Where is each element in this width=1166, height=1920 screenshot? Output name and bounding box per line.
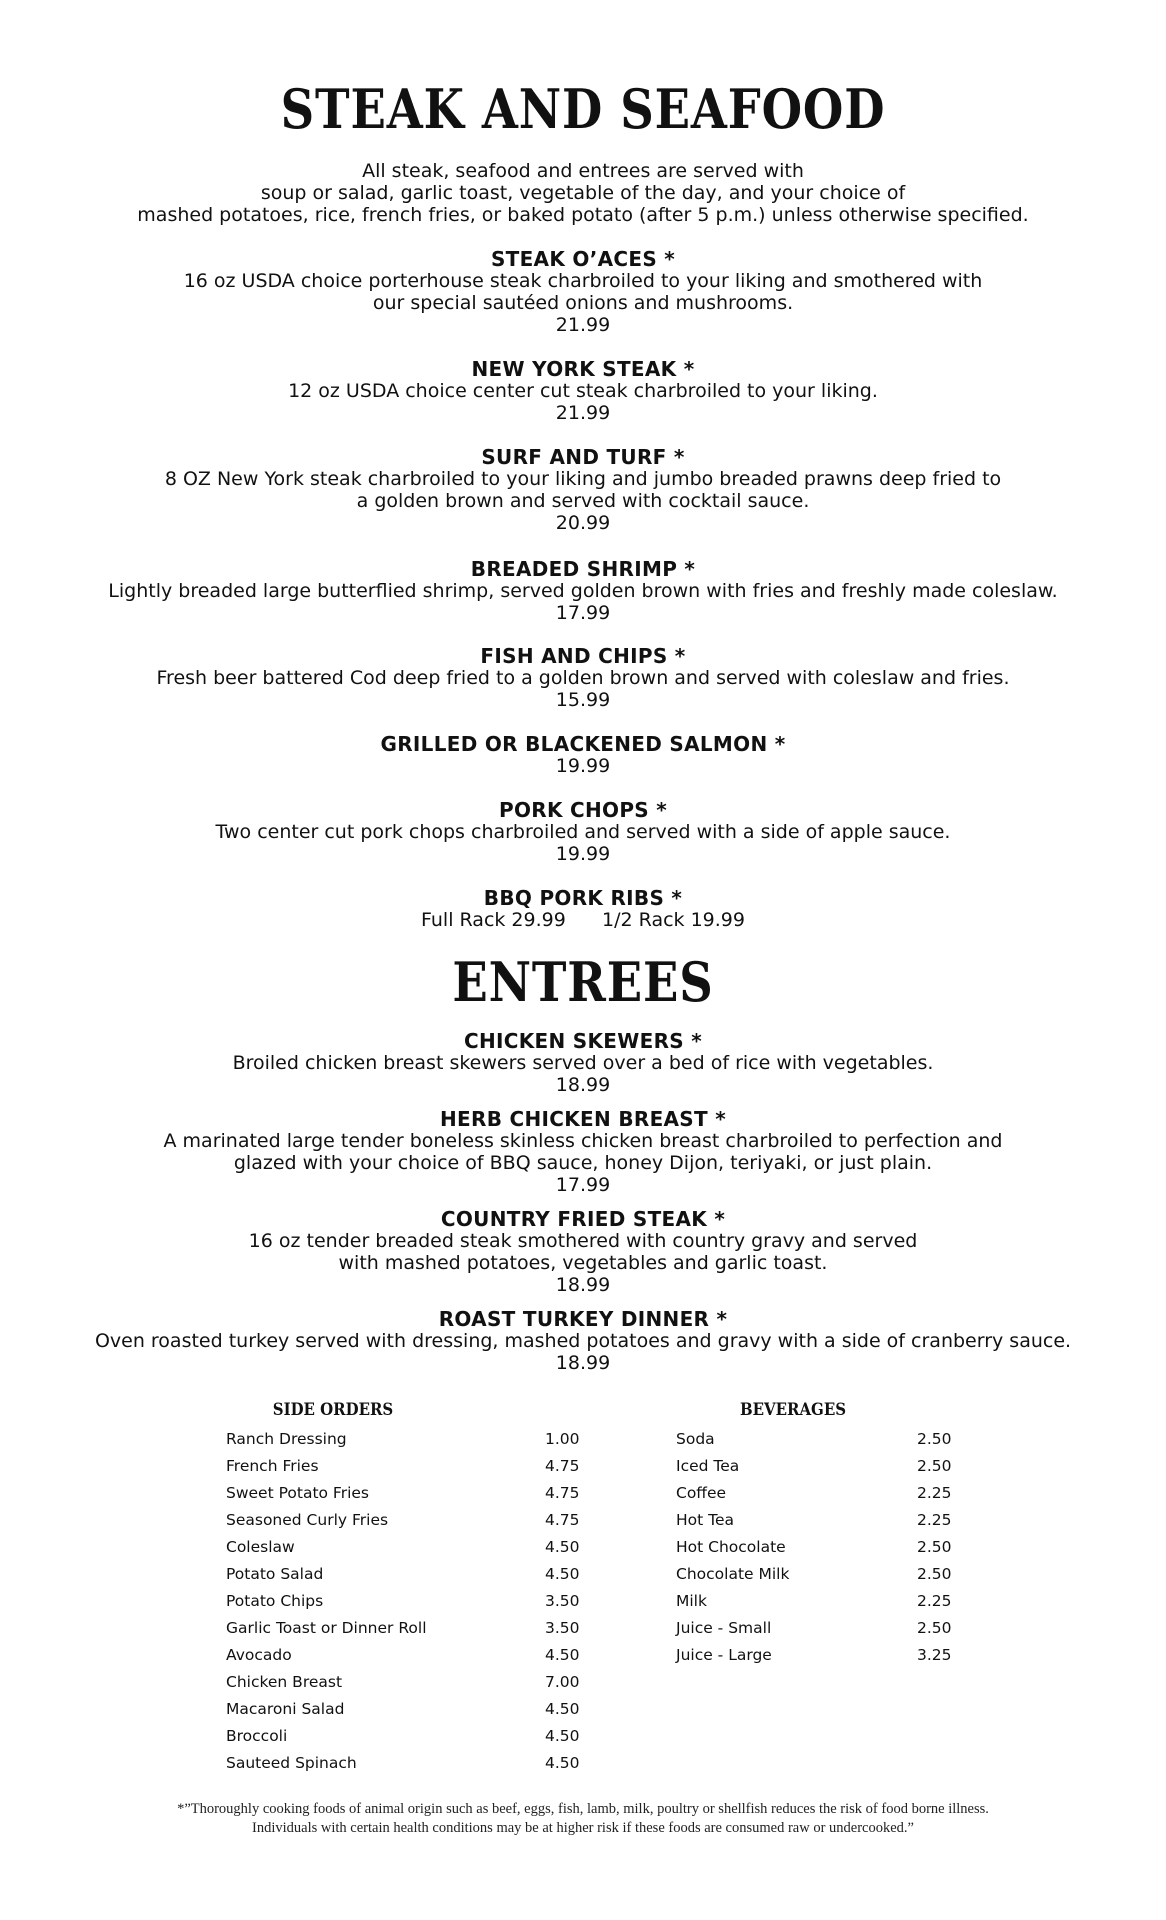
- row-label: Soda: [676, 1430, 715, 1448]
- row-label: Juice - Small: [676, 1619, 772, 1637]
- price-list-row: [226, 1723, 580, 1750]
- item-price: 18.99: [555, 1274, 611, 1296]
- item-desc: 12 oz USDA choice center cut steak charbroiled to your liking.: [288, 380, 878, 402]
- row-price: 4.50: [545, 1754, 580, 1772]
- price-list-row: [676, 1507, 976, 1534]
- row-label: Garlic Toast or Dinner Roll: [226, 1619, 427, 1637]
- menu-item-surf-and-turf: [0, 446, 1166, 534]
- item-name: SURF AND TURF *: [481, 445, 685, 469]
- row-price: 1.00: [545, 1430, 580, 1448]
- beverages-heading: BEVERAGES: [739, 1400, 847, 1420]
- item-desc: Broiled chicken breast skewers served over a bed of rice with vegetables.: [232, 1052, 934, 1074]
- steak-seafood-heading: STEAK AND SEAFOOD: [280, 77, 886, 141]
- row-price: 4.50: [545, 1538, 580, 1556]
- item-desc: A marinated large tender boneless skinless chicken breast charbroiled to perfection and: [163, 1130, 1003, 1152]
- row-price: 2.50: [917, 1619, 952, 1637]
- row-label: Iced Tea: [676, 1457, 740, 1475]
- item-name: BBQ PORK RIBS *: [483, 886, 683, 910]
- row-price: 4.50: [545, 1727, 580, 1745]
- menu-item-fish-and-chips: [0, 645, 1166, 711]
- item-name: HERB CHICKEN BREAST *: [440, 1107, 726, 1131]
- item-desc: a golden brown and served with cocktail sauce.: [356, 490, 810, 512]
- intro-line: mashed potatoes, rice, french fries, or baked potato (after 5 p.m.) unless otherwise specified.: [137, 204, 1029, 226]
- price-list-row: [226, 1480, 580, 1507]
- price-list-row: [676, 1615, 976, 1642]
- price-list-row: [676, 1642, 976, 1669]
- row-label: Sweet Potato Fries: [226, 1484, 370, 1502]
- price-list-row: [226, 1561, 580, 1588]
- item-price: 21.99: [555, 402, 611, 424]
- row-price: 2.50: [917, 1565, 952, 1583]
- item-price: 19.99: [555, 755, 611, 777]
- item-desc: 8 OZ New York steak charbroiled to your liking and jumbo breaded prawns deep fried to: [164, 468, 1002, 490]
- row-label: Chicken Breast: [226, 1673, 343, 1691]
- intro-line: soup or salad, garlic toast, vegetable of the day, and your choice of: [260, 182, 906, 204]
- item-desc: Oven roasted turkey served with dressing, mashed potatoes and gravy with a side of cranberry sauce.: [94, 1330, 1072, 1352]
- row-label: Sauteed Spinach: [226, 1754, 357, 1772]
- item-name: FISH AND CHIPS *: [480, 644, 686, 668]
- price-list-row: [226, 1696, 580, 1723]
- intro-text: [0, 160, 1166, 226]
- item-desc: 16 oz tender breaded steak smothered with country gravy and served: [248, 1230, 918, 1252]
- item-name: ROAST TURKEY DINNER *: [438, 1307, 728, 1331]
- intro-line: All steak, seafood and entrees are served with: [362, 160, 804, 182]
- row-price: 4.50: [545, 1700, 580, 1718]
- row-price: 2.25: [917, 1484, 952, 1502]
- item-desc: Lightly breaded large butterflied shrimp, served golden brown with fries and freshly made coleslaw.: [108, 580, 1058, 602]
- row-price: 4.75: [545, 1457, 580, 1475]
- item-price: 19.99: [555, 843, 611, 865]
- price-list-row: [676, 1588, 976, 1615]
- row-label: Milk: [676, 1592, 707, 1610]
- item-price: 17.99: [555, 602, 611, 624]
- item-price: 18.99: [555, 1074, 611, 1096]
- row-label: Ranch Dressing: [226, 1430, 347, 1448]
- item-desc: glazed with your choice of BBQ sauce, honey Dijon, teriyaki, or just plain.: [233, 1152, 933, 1174]
- row-price: 4.75: [545, 1484, 580, 1502]
- menu-item-country-fried-steak: [0, 1208, 1166, 1296]
- price-list-row: [226, 1507, 580, 1534]
- menu-item-bbq-pork-ribs: [0, 887, 1166, 931]
- item-desc: 16 oz USDA choice porterhouse steak charbroiled to your liking and smothered with: [183, 270, 983, 292]
- row-label: Juice - Large: [676, 1646, 772, 1664]
- price-list-row: [226, 1669, 580, 1696]
- row-label: Hot Tea: [676, 1511, 735, 1529]
- row-label: Potato Chips: [226, 1592, 324, 1610]
- price-list-row: [226, 1642, 580, 1669]
- price-list-row: [676, 1480, 976, 1507]
- menu-item-herb-chicken-breast: [0, 1108, 1166, 1196]
- item-name: STEAK O’ACES *: [490, 247, 676, 271]
- price-list-row: [226, 1588, 580, 1615]
- side-orders-section: [226, 1400, 580, 1777]
- row-price: 3.25: [917, 1646, 952, 1664]
- row-price: 4.50: [545, 1646, 580, 1664]
- menu-item-breaded-shrimp: [0, 558, 1166, 624]
- row-label: French Fries: [226, 1457, 319, 1475]
- item-name: CHICKEN SKEWERS *: [463, 1029, 702, 1053]
- row-price: 3.50: [545, 1592, 580, 1610]
- row-price: 2.50: [917, 1457, 952, 1475]
- item-price: 21.99: [555, 314, 611, 336]
- beverages-list: [676, 1426, 976, 1669]
- row-price: 3.50: [545, 1619, 580, 1637]
- item-price: 18.99: [555, 1352, 611, 1374]
- item-name: GRILLED OR BLACKENED SALMON *: [380, 732, 786, 756]
- row-label: Avocado: [226, 1646, 292, 1664]
- row-label: Broccoli: [226, 1727, 288, 1745]
- item-desc: our special sautéed onions and mushrooms.: [372, 292, 794, 314]
- menu-item-pork-chops: [0, 799, 1166, 865]
- menu-item-steak-oaces: [0, 248, 1166, 336]
- item-name: PORK CHOPS *: [498, 798, 668, 822]
- item-price: 20.99: [555, 512, 611, 534]
- menu-item-salmon: [0, 733, 1166, 777]
- price-list-row: [226, 1615, 580, 1642]
- entrees-heading: ENTREES: [452, 950, 714, 1014]
- row-label: Potato Salad: [226, 1565, 324, 1583]
- price-list-row: [676, 1426, 976, 1453]
- price-list-row: [676, 1561, 976, 1588]
- food-safety-footnote: [0, 1800, 1166, 1838]
- menu-item-chicken-skewers: [0, 1030, 1166, 1096]
- row-label: Macaroni Salad: [226, 1700, 345, 1718]
- row-price: 4.50: [545, 1565, 580, 1583]
- item-desc: Fresh beer battered Cod deep fried to a golden brown and served with coleslaw and fries.: [156, 667, 1010, 689]
- item-desc: with mashed potatoes, vegetables and garlic toast.: [338, 1252, 828, 1274]
- price-list-row: [226, 1750, 580, 1777]
- beverages-section: [676, 1400, 976, 1669]
- row-label: Chocolate Milk: [676, 1565, 790, 1583]
- row-price: 2.25: [917, 1592, 952, 1610]
- price-list-row: [226, 1453, 580, 1480]
- footnote-line: *”Thoroughly cooking foods of animal origin such as beef, eggs, fish, lamb, milk, poultry or shellfish reduces the risk of food borne illness.: [177, 1801, 989, 1817]
- price-list-row: [676, 1534, 976, 1561]
- item-price: 17.99: [555, 1174, 611, 1196]
- item-desc: Two center cut pork chops charbroiled and served with a side of apple sauce.: [215, 821, 951, 843]
- price-list-row: [226, 1426, 580, 1453]
- menu-item-roast-turkey-dinner: [0, 1308, 1166, 1374]
- row-label: Coleslaw: [226, 1538, 295, 1556]
- item-name: NEW YORK STEAK *: [471, 357, 695, 381]
- row-price: 2.50: [917, 1430, 952, 1448]
- row-price: 7.00: [545, 1673, 580, 1691]
- price-list-row: [676, 1453, 976, 1480]
- row-price: 2.50: [917, 1538, 952, 1556]
- row-label: Seasoned Curly Fries: [226, 1511, 389, 1529]
- side-orders-heading: SIDE ORDERS: [272, 1400, 394, 1420]
- footnote-line: Individuals with certain health conditions may be at higher risk if these foods are consumed raw or undercooked.”: [252, 1820, 914, 1836]
- row-label: Coffee: [676, 1484, 727, 1502]
- item-name: COUNTRY FRIED STEAK *: [440, 1207, 726, 1231]
- row-label: Hot Chocolate: [676, 1538, 786, 1556]
- row-price: 4.75: [545, 1511, 580, 1529]
- price-list-row: [226, 1534, 580, 1561]
- menu-item-new-york-steak: [0, 358, 1166, 424]
- side-orders-list: [226, 1426, 580, 1777]
- row-price: 2.25: [917, 1511, 952, 1529]
- item-name: BREADED SHRIMP *: [470, 557, 696, 581]
- item-price: 15.99: [555, 689, 611, 711]
- item-price: Full Rack 29.99 1/2 Rack 19.99: [420, 909, 745, 931]
